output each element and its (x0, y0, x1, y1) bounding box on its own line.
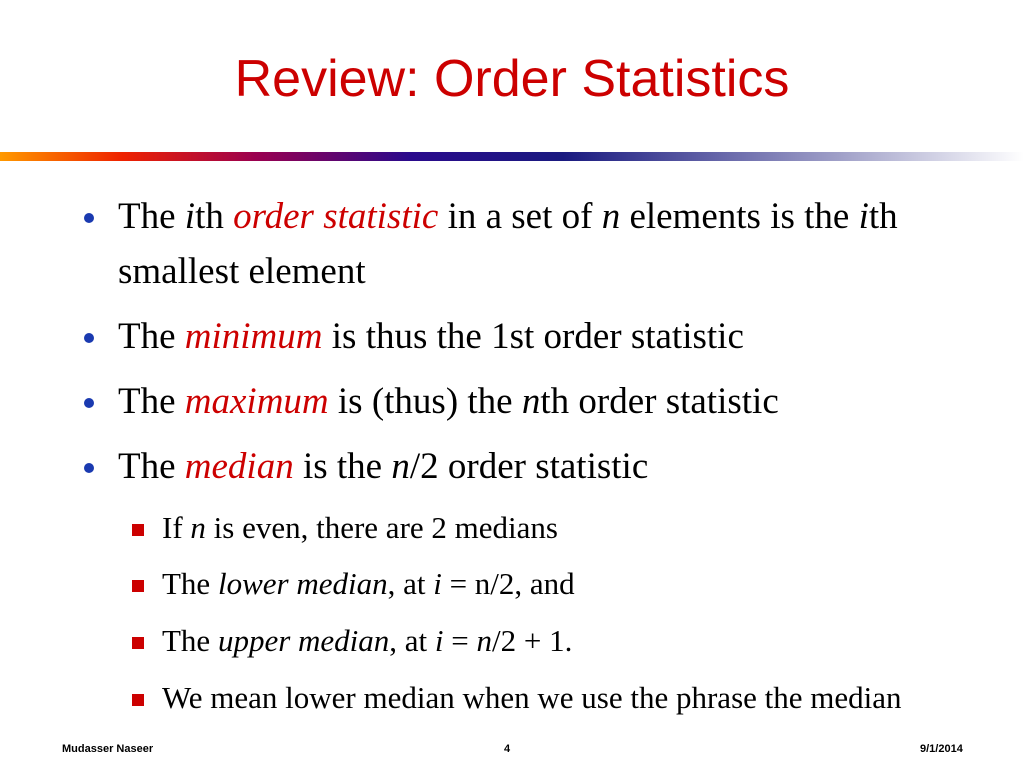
text-run: th order statistic (540, 381, 779, 422)
text-run: is thus the 1st order statistic (322, 316, 744, 357)
text-run: The (118, 196, 185, 237)
bullet-item (118, 439, 978, 494)
text-run: is the (293, 446, 392, 487)
slide-title: Review: Order Statistics (234, 50, 790, 108)
bullet-item (118, 374, 978, 429)
text-run: /2 order statistic (409, 446, 649, 487)
bullet-dot-icon (84, 463, 94, 473)
highlighted-term: median (184, 446, 294, 487)
square-bullet-icon (132, 580, 144, 592)
title-divider (0, 152, 1024, 161)
bullet-dot-icon (84, 398, 94, 408)
text-run: th smallest element (118, 196, 898, 292)
square-bullet-icon (132, 524, 144, 536)
sub-bullet-item (162, 677, 962, 719)
bullet-dot-icon (84, 213, 94, 223)
highlighted-term: order statistic (233, 196, 439, 237)
square-bullet-icon (132, 694, 144, 706)
text-run: We mean lower median when we use the phrase the median (162, 680, 902, 715)
text-run: The (162, 566, 218, 601)
text-run: is (thus) the (328, 381, 522, 422)
text-run: elements is the (620, 196, 859, 237)
highlighted-term: minimum (184, 316, 323, 357)
text-run: The (118, 381, 185, 422)
sub-bullet-item (162, 507, 962, 549)
text-run: th (195, 196, 234, 237)
text-run: = n/2, and (441, 566, 575, 601)
sub-bullet-text (162, 680, 902, 715)
italic-text: n (190, 510, 206, 545)
text-run: The (118, 316, 185, 357)
italic-text: n (521, 381, 541, 422)
italic-text: lower median (217, 566, 388, 601)
italic-text: i (433, 566, 442, 601)
text-run: , at (387, 566, 434, 601)
bullet-dot-icon (84, 333, 94, 343)
italic-text: upper median (217, 623, 390, 658)
square-bullet-icon (132, 637, 144, 649)
bullet-text (118, 196, 898, 292)
highlighted-term: maximum (184, 381, 329, 422)
text-run: = (443, 623, 477, 658)
italic-text: i (184, 196, 196, 237)
sub-bullet-text (162, 566, 575, 601)
text-run: /2 + 1. (492, 623, 573, 658)
bullet-text (118, 446, 648, 487)
footer-author: Mudasser Naseer (62, 743, 154, 755)
italic-text: i (434, 623, 444, 658)
text-run: The (162, 623, 218, 658)
bullet-text (118, 316, 744, 357)
italic-text: n (391, 446, 410, 487)
sub-bullet-item (162, 620, 962, 662)
footer-date: 9/1/2014 (920, 743, 963, 755)
sub-bullet-item (162, 563, 962, 605)
bullet-item (118, 309, 978, 364)
italic-text: n (601, 196, 621, 237)
sub-bullet-text (162, 510, 558, 545)
italic-text: n (476, 623, 493, 658)
footer-page-number: 4 (504, 743, 511, 755)
bullet-text (118, 381, 779, 422)
text-run: If (162, 510, 191, 545)
sub-bullet-text (162, 623, 572, 658)
text-run: in a set of (438, 196, 602, 237)
text-run: is even, there are 2 medians (205, 510, 558, 545)
bullet-item (118, 189, 978, 299)
text-run: The (118, 446, 185, 487)
italic-text: i (858, 196, 869, 237)
text-run: , at (389, 623, 435, 658)
